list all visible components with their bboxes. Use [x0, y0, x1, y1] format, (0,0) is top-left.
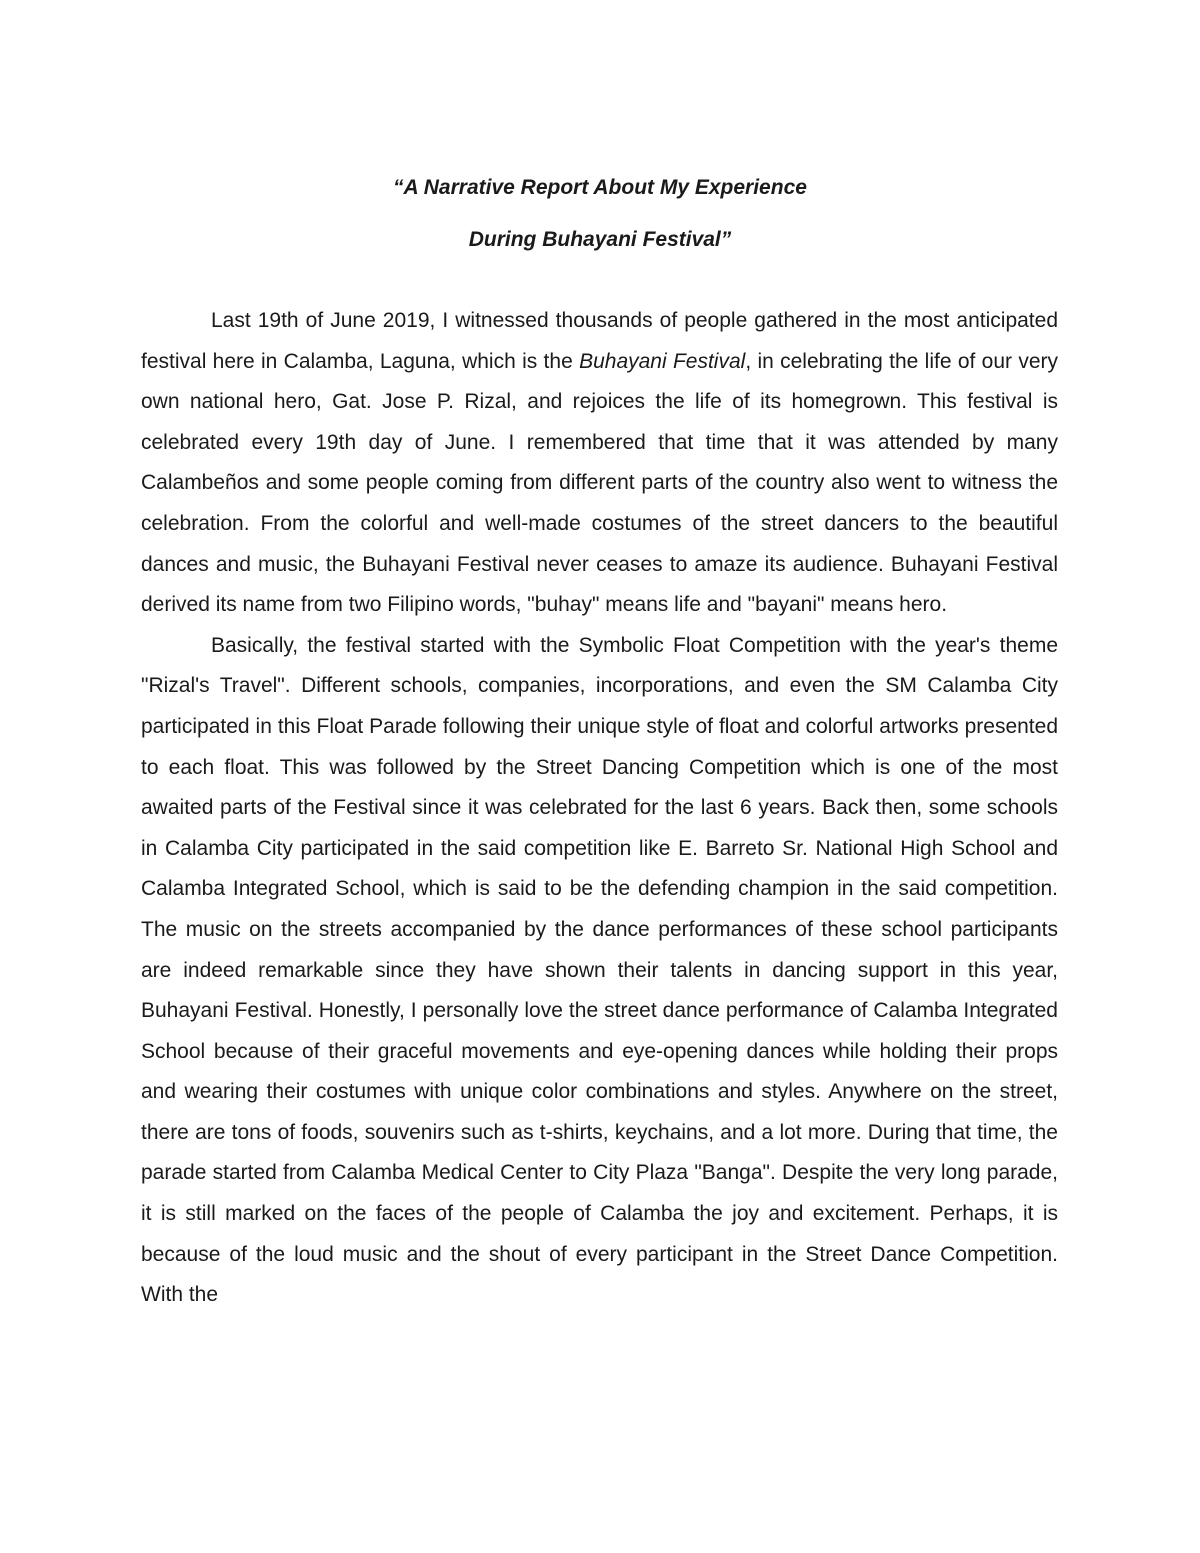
paragraph-1 [141, 301, 1058, 626]
paragraph-2: Basically, the festival started with the Symbolic Float Competition with the year's theme "Rizal's Travel". Different schools, companies, incorporations, and even the SM Calamba City participated in this Float Parade following their unique style of float and colorful artworks presented to each float. This was followed by the Street Dancing Competition which is one of the most awaited parts of the Festival since it was celebrated for the last 6 years. Back then, some schools in Calamba City participated in the said competition like E. Barreto Sr. National High School and Calamba Integrated School, which is said to be the defending champion in the said competition. The music on the streets accompanied by the dance performances of these school participants are indeed remarkable since they have shown their talents in dancing support in this year, Buhayani Festival. Honestly, I personally love the street dance performance of Calamba Integrated School because of their graceful movements and eye-opening dances while holding their props and wearing their costumes with unique color combinations and styles. Anywhere on the street, there are tons of foods, souvenirs such as t-shirts, keychains, and a lot more. During that time, the parade started from Calamba Medical Center to City Plaza "Banga". Despite the very long parade, it is still marked on the faces of the people of Calamba the joy and excitement. Perhaps, it is because of the loud music and the shout of every participant in the Street Dance Competition. With the [141, 633, 1058, 1307]
paragraph-1-part-a: Last 19th of June 2019, I witnessed thousands of people gathered in the most anticipated festival here in Calamba, Laguna, which is the [141, 309, 1058, 373]
paragraph-1-part-b: , in celebrating the life of our very own national hero, Gat. Jose P. Rizal, and rejoices the life of its homegrown. This festival is celebrated every 19th day of June. I remembered that time that it was attended by many Calambeños and some people coming from different parts of the country also went to witness the celebration. From the colorful and well-made costumes of the street dancers to the beautiful dances and music, the Buhayani Festival never ceases to amaze its audience. Buhayani Festival derived its name from two Filipino words, "buhay" means life and "bayani" means hero. [141, 349, 1058, 617]
document-body [141, 301, 1058, 1316]
title-line-1: “A Narrative Report About My Experience [393, 176, 807, 199]
document-title [0, 162, 1200, 266]
festival-name-italic: Buhayani Festival [579, 349, 746, 373]
title-line-2: During Buhayani Festival” [468, 228, 732, 251]
